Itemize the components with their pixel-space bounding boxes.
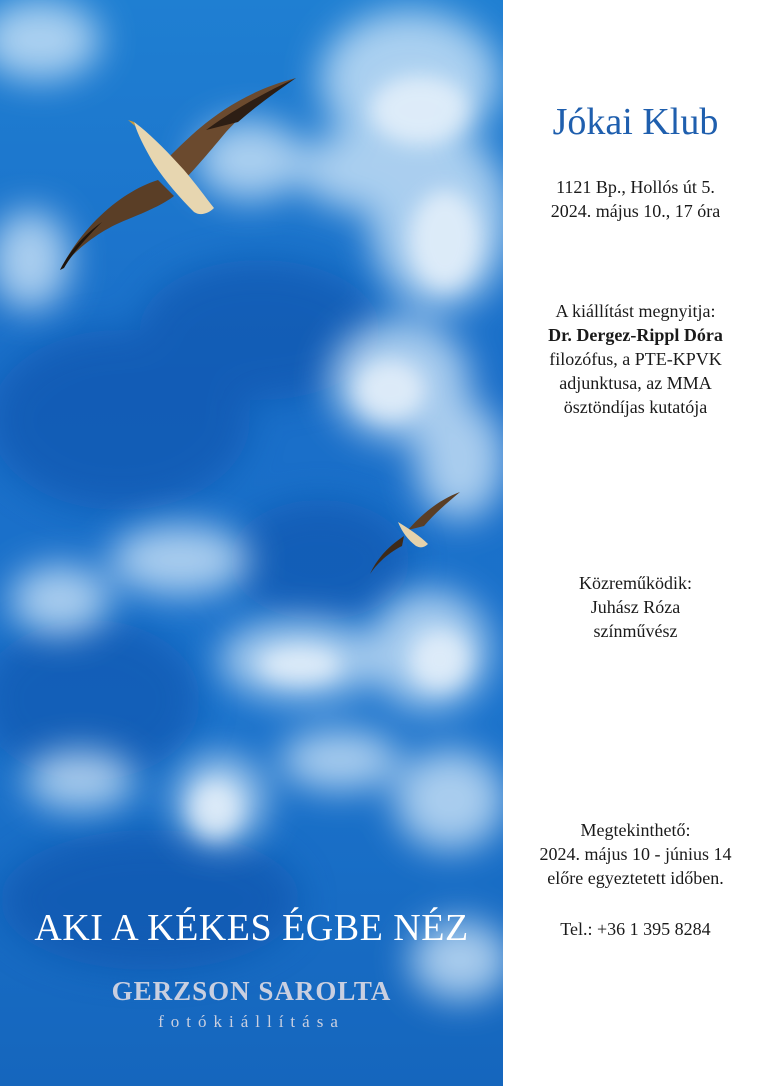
opening-label: A kiállítást megnyitja: — [555, 301, 716, 321]
info-panel — [503, 0, 768, 1086]
viewing-label: Megtekinthető: — [580, 820, 691, 840]
performer-label: Közreműködik: — [579, 573, 692, 593]
exhibition-title: AKI A KÉKES ÉGBE NÉZ — [34, 907, 469, 949]
club-name: Jókai Klub — [552, 101, 719, 143]
seagull-large-icon — [56, 70, 302, 276]
opener-role-line3: ösztöndíjas kutatója — [563, 397, 708, 417]
performer-block — [503, 571, 768, 643]
opening-block — [503, 299, 768, 419]
event-date-time: 2024. május 10., 17 óra — [550, 201, 721, 221]
seagull-small-icon — [368, 490, 462, 576]
venue-block — [503, 175, 768, 223]
opener-role-line1: filozófus, a PTE-KPVK — [549, 349, 722, 369]
viewing-note: előre egyeztetett időben. — [547, 868, 724, 888]
opener-name: Dr. Dergez-Rippl Dóra — [548, 325, 723, 345]
phone-block — [503, 917, 768, 941]
venue-address: 1121 Bp., Hollós út 5. — [556, 177, 715, 197]
opener-role-line2: adjunktusa, az MMA — [559, 373, 712, 393]
viewing-block — [503, 818, 768, 890]
performer-name: Juhász Róza — [590, 597, 681, 617]
phone-number: Tel.: +36 1 395 8284 — [560, 919, 711, 939]
exhibition-subtitle: fotókiállítása — [158, 1012, 345, 1031]
performer-role: színművész — [593, 621, 678, 641]
artist-name: GERZSON SAROLTA — [111, 976, 392, 1006]
viewing-dates: 2024. május 10 - június 14 — [539, 844, 732, 864]
